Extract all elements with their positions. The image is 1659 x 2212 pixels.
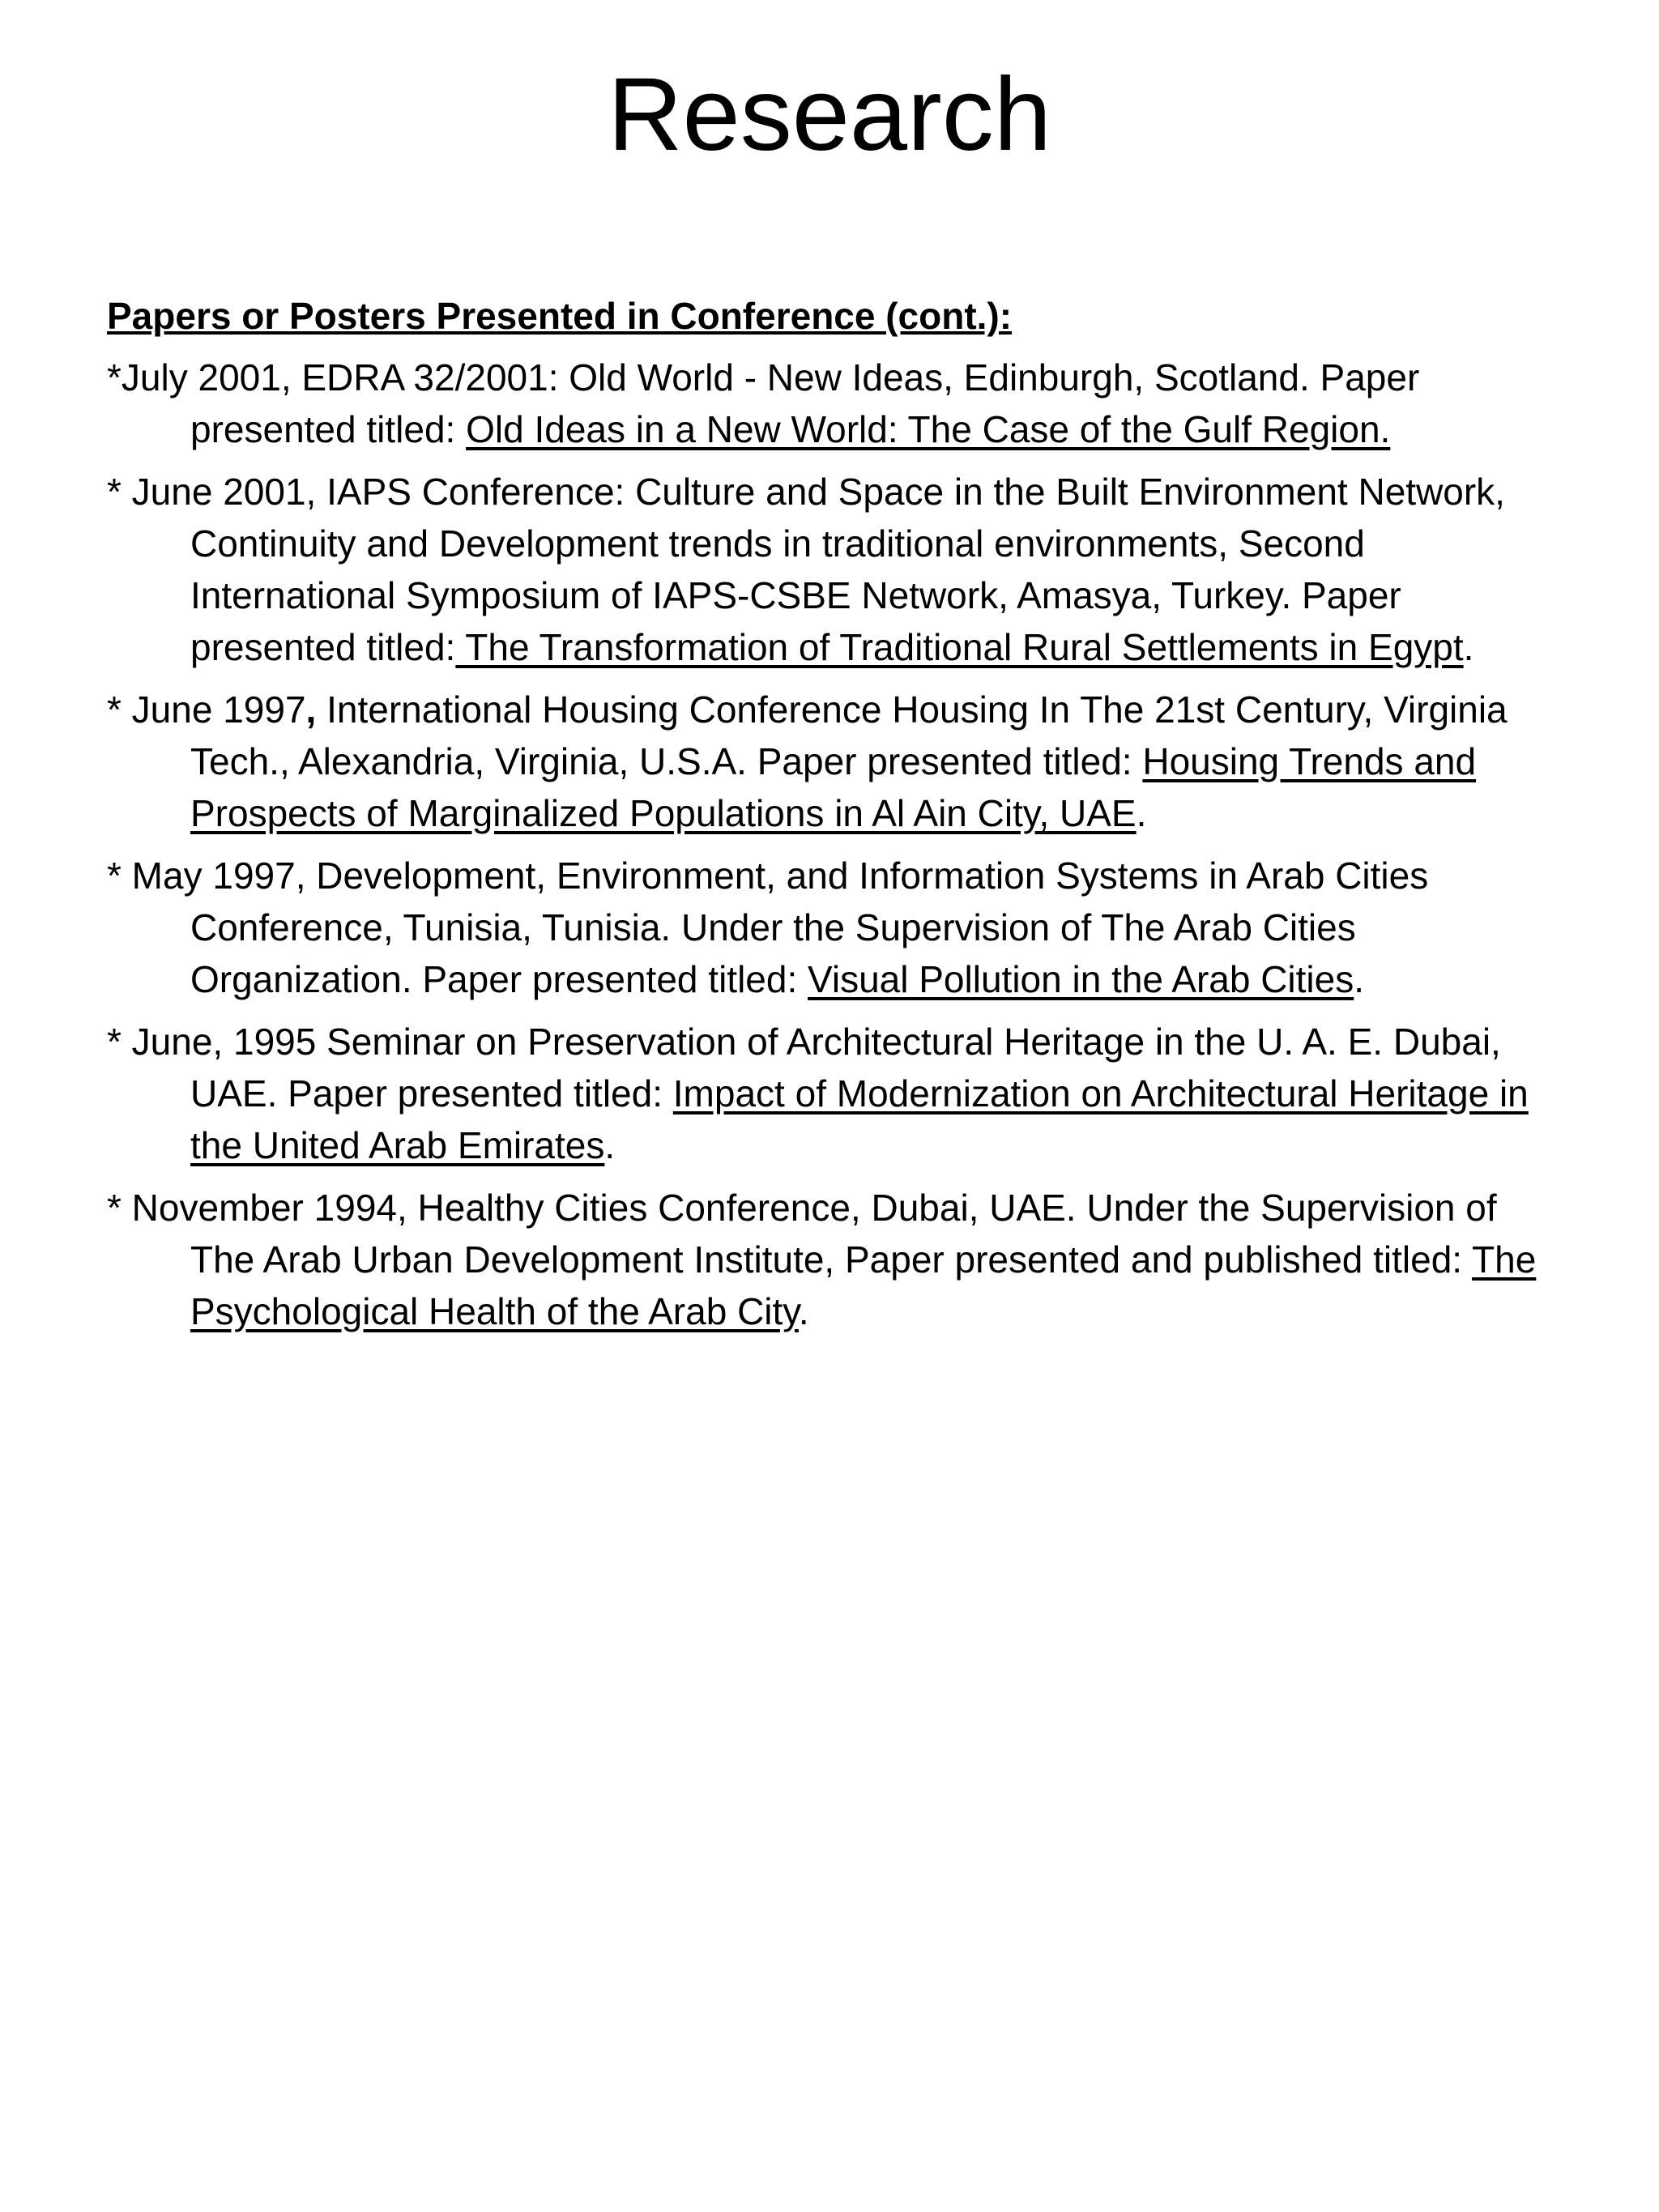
slide-title: Research [608, 57, 1051, 173]
paper-title: Housing Trends and Prospects of Marginalized Populations in Al Ain City, UAE [190, 740, 1477, 834]
entry-description: * June, 1995 Seminar on Preservation of Architectural Heritage in the U. A. E. Dubai, UAE. Paper presented titled: [107, 1021, 1501, 1115]
entry-description: * June 1997 [107, 688, 306, 731]
entry-description: * November 1994, Healthy Cities Conference, Dubai, UAE. Under the Supervision of The Arab Urban Development Institute, Paper presented and published titled: [107, 1187, 1497, 1281]
entry-description: * June 2001, IAPS Conference: Culture and Space in the Built Environment Network, Continuity and Development trends in traditional environments, Second International Symposium of IAPS-CSBE Network, Amasya, Turkey. Paper presented titled: [107, 471, 1505, 668]
entry-tail: . [604, 1124, 616, 1166]
conference-entry-2 [107, 466, 1565, 673]
conference-entry-1 [107, 352, 1565, 455]
entry-bold-comma: , [305, 688, 317, 731]
entry-description-rest: International Housing Conference Housing In The 21st Century, Virginia Tech., Alexandria, Virginia, U.S.A. Paper presented titled: [190, 688, 1508, 782]
conference-entry-5 [107, 1016, 1565, 1171]
paper-title: The Psychological Health of the Arab City [190, 1238, 1537, 1332]
entry-tail: . [1463, 626, 1474, 668]
entry-tail: . [1136, 792, 1147, 834]
paper-title: Old Ideas in a New World: The Case of the Gulf Region. [466, 408, 1391, 450]
section-heading: Papers or Posters Presented in Conference (cont.): [107, 295, 1013, 337]
paper-title: Visual Pollution in the Arab Cities [808, 958, 1354, 1000]
slide-body [107, 290, 1565, 1348]
paper-title: The Transformation of Traditional Rural Settlements in Egypt [455, 626, 1464, 668]
entry-tail: . [798, 1290, 809, 1332]
conference-entry-6 [107, 1182, 1565, 1337]
entry-description: * May 1997, Development, Environment, and Information Systems in Arab Cities Conference, Tunisia, Tunisia. Under the Supervision of The Arab Cities Organization. Paper presented titled: [107, 855, 1429, 1000]
conference-entry-3 [107, 684, 1565, 839]
entry-description: *July 2001, EDRA 32/2001: Old World - New Ideas, Edinburgh, Scotland. Paper presented titled: [107, 356, 1420, 450]
paper-title: Impact of Modernization on Architectural Heritage in the United Arab Emirates [190, 1072, 1529, 1166]
entry-tail: . [1354, 958, 1365, 1000]
conference-entry-4 [107, 850, 1565, 1005]
